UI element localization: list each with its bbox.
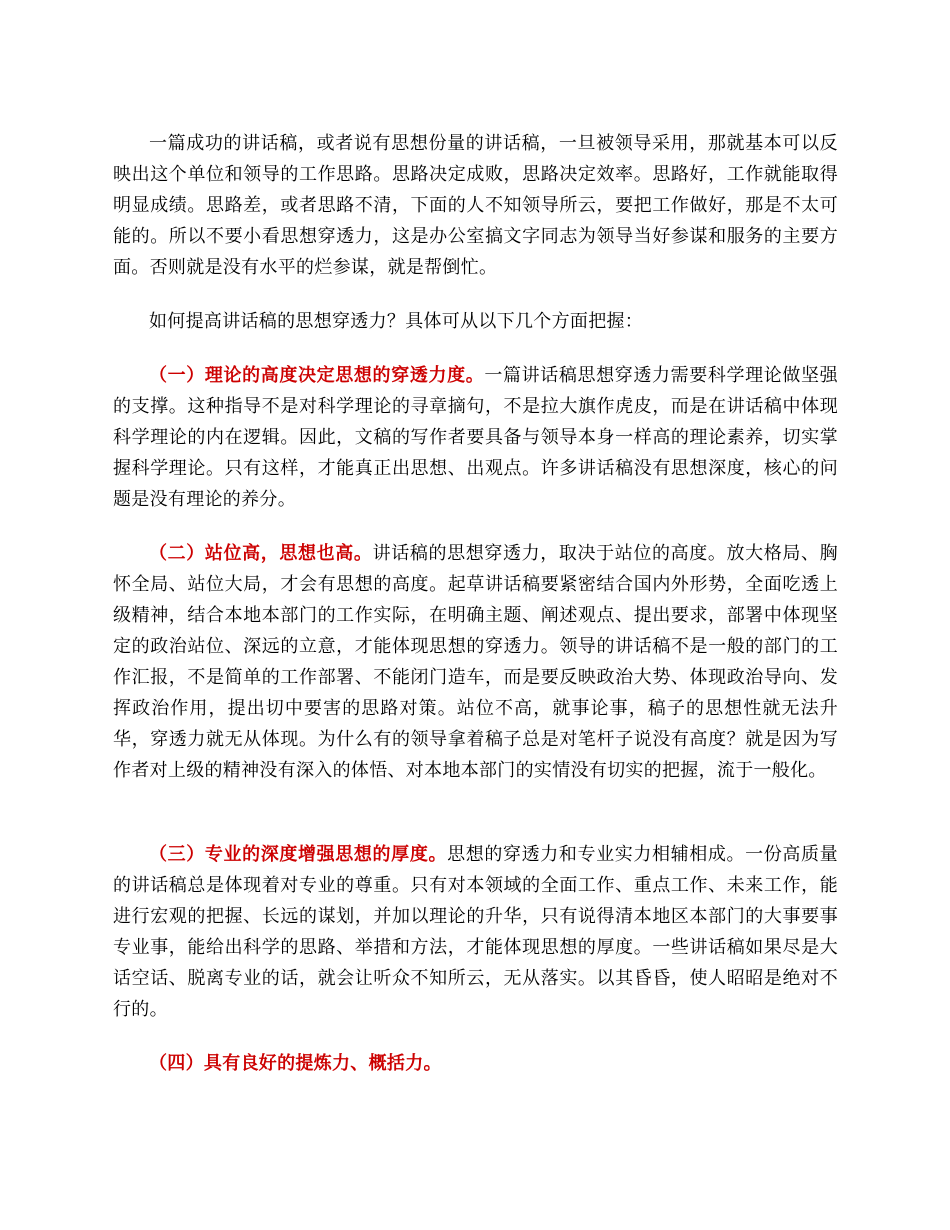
section-3-heading: （三）专业的深度增强思想的厚度。	[149, 844, 448, 865]
section-2-heading: （二）站位高，思想也高。	[149, 543, 373, 564]
question-paragraph	[113, 306, 838, 337]
section-1-paragraph	[113, 360, 838, 515]
section-4-heading: （四）具有良好的提炼力、概括力。	[149, 1053, 442, 1074]
paragraph-text: 一篇成功的讲话稿，或者说有思想份量的讲话稿，一旦被领导采用，那就基本可以反映出这个单位和领导的工作思路。思路决定成败，思路决定效率。思路好，工作就能取得明显成绩。思路差，或者思路不清，下面的人不知领导所云，要把工作做好，那是不太可能的。所以不要小看思想穿透力，这是办公室搞文字同志为领导当好参谋和服务的主要方面。否则就是没有水平的烂参谋，就是帮倒忙。	[113, 133, 838, 278]
section-1-heading: （一）理论的高度决定思想的穿透力度。	[149, 365, 485, 386]
document-page	[113, 128, 838, 1079]
paragraph-text: 如何提高讲话稿的思想穿透力？具体可从以下几个方面把握：	[149, 311, 644, 332]
section-3-paragraph	[113, 839, 838, 1025]
section-2-paragraph	[113, 538, 838, 786]
paragraph-text: 思想的穿透力和专业实力相辅相成。一份高质量的讲话稿总是体现着对专业的尊重。只有对本领域的全面工作、重点工作、未来工作，能进行宏观的把握、长远的谋划，并加以理论的升华，只有说得清本地区本部门的大事要事专业事，能给出科学的思路、举措和方法，才能体现思想的厚度。一些讲话稿如果尽是大话空话、脱离专业的话，就会让听众不知所云，无从落实。以其昏昏，使人昭昭是绝对不行的。	[113, 844, 838, 1020]
intro-paragraph	[113, 128, 838, 283]
section-4-paragraph	[113, 1048, 838, 1079]
paragraph-text: 讲话稿的思想穿透力，取决于站位的高度。放大格局、胸怀全局、站位大局，才会有思想的高度。起草讲话稿要紧密结合国内外形势，全面吃透上级精神，结合本地本部门的工作实际，在明确主题、阐述观点、提出要求，部署中体现坚定的政治站位、深远的立意，才能体现思想的穿透力。领导的讲话稿不是一般的部门的工作汇报，不是简单的工作部署、不能闭门造车，而是要反映政治大势、体现政治导向、发挥政治作用，提出切中要害的思路对策。站位不高，就事论事，稿子的思想性就无法升华，穿透力就无从体现。为什么有的领导拿着稿子总是对笔杆子说没有高度？就是因为写作者对上级的精神没有深入的体悟、对本地本部门的实情没有切实的把握，流于一般化。	[113, 543, 838, 781]
paragraph-text: 一篇讲话稿思想穿透力需要科学理论做坚强的支撑。这种指导不是对科学理论的寻章摘句，不是拉大旗作虎皮，而是在讲话稿中体现科学理论的内在逻辑。因此，文稿的写作者要具备与领导本身一样高的理论素养，切实掌握科学理论。只有这样，才能真正出思想、出观点。许多讲话稿没有思想深度，核心的问题是没有理论的养分。	[113, 365, 838, 510]
